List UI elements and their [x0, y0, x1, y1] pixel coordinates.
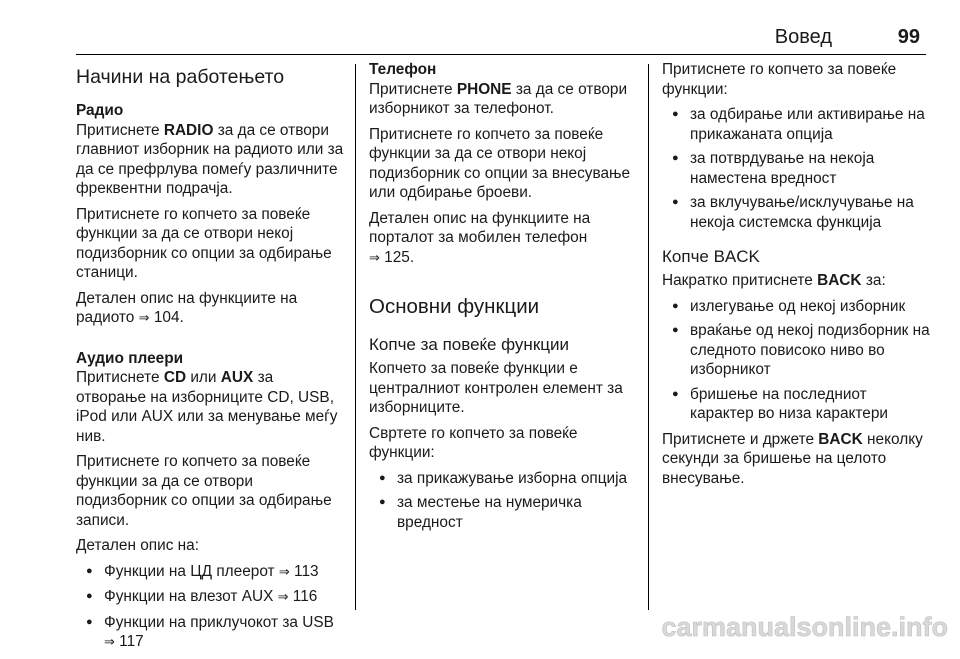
page-reference: 113: [289, 562, 319, 580]
page-number: 99: [897, 26, 920, 48]
column-divider-1: [355, 64, 356, 610]
list-item: ● за прикажување изборна опција: [369, 469, 634, 489]
header-rule: [76, 54, 926, 55]
multifunction-paragraph-2: Свртете го копчето за повеќе функции:: [369, 424, 578, 461]
audio-detail-list: [76, 562, 346, 653]
list-item: ● за вклучување/исклучување на некоја системска функција: [662, 193, 930, 232]
list-item: ● Функции на влезот AUX ⇒ 116: [76, 587, 346, 608]
multifunction-knob-heading: Копче за повеќе функции: [369, 335, 569, 354]
phone-paragraph-1: Притиснете PHONE за да се отвори изборникот за телефонот.: [369, 80, 628, 117]
page-reference: 117: [114, 633, 144, 650]
arrow-right-icon: ⇒: [104, 635, 115, 650]
page-header: [76, 26, 926, 56]
press-knob-list: [662, 105, 930, 232]
list-item: ● Функции на приклучокот за USB ⇒ 117: [76, 613, 346, 653]
page-reference: 125.: [379, 248, 415, 266]
audio-players-title: Аудио плеери: [76, 349, 184, 367]
radio-paragraph-1: Притиснете RADIO за да се отвори главниот изборник на радиото или за да се префрлува помеѓу различните фреквентни подрачја.: [76, 121, 344, 197]
column-3: [662, 60, 930, 494]
arrow-right-icon: ⇒: [138, 311, 150, 326]
phone-title: Телефон: [369, 61, 437, 78]
basic-functions-heading: Основни функции: [369, 295, 540, 318]
watermark-text: carmanualsonline.info: [661, 612, 948, 642]
column-1: [76, 60, 346, 659]
arrow-right-icon: ⇒: [277, 590, 289, 605]
phone-paragraph-2: Притиснете го копчето за повеќе функции за да се отвори некој подизборник со опции за внесување или одбирање броеви.: [369, 125, 631, 201]
phone-paragraph-3: Детален опис на функциите на порталот за мобилен телефон ⇒ 125.: [369, 209, 591, 266]
column-divider-2: [648, 64, 649, 610]
back-press-list: [662, 297, 930, 424]
radio-title: Радио: [76, 102, 124, 119]
list-item: ● Функции на ЦД плеерот ⇒ 113: [76, 562, 346, 583]
list-item: ● враќање од некој подизборник на следното повисоко ниво во изборникот: [662, 321, 930, 380]
header-title: Вовед: [774, 26, 832, 48]
back-paragraph-1: Накратко притиснете BACK за:: [662, 272, 886, 289]
page-reference: 104.: [149, 309, 184, 326]
list-item: ● излегување од некој изборник: [662, 297, 930, 317]
list-item: ● за потврдување на некоја наместена вредност: [662, 149, 930, 188]
list-item: ● бришење на последниот карактер во низа карактери: [662, 385, 930, 424]
back-paragraph-2: Притиснете и држете BACK неколку секунди за бришење на целото внесување.: [662, 430, 923, 487]
page-reference: 116: [288, 588, 318, 605]
column-2: [369, 60, 634, 538]
section-heading: Начини на работењето: [76, 66, 285, 88]
list-item: ● за одбирање или активирање на прикажаната опција: [662, 105, 930, 144]
press-knob-paragraph: Притиснете го копчето за повеќе функции:: [662, 61, 897, 98]
multifunction-paragraph-1: Копчето за повеќе функции е централниот контролен елемент за изборниците.: [369, 360, 623, 416]
list-item: ● за местење на нумеричка вредност: [369, 493, 634, 532]
back-button-heading: Копче BACK: [662, 247, 760, 266]
audio-paragraph-3: Детален опис на:: [76, 537, 200, 554]
arrow-right-icon: ⇒: [278, 564, 290, 580]
arrow-right-icon: ⇒: [369, 250, 380, 266]
turn-knob-list: [369, 469, 634, 533]
radio-paragraph-3: Детален опис на функциите на радиото ⇒ 104.: [76, 289, 298, 326]
audio-paragraph-2: Притиснете го копчето за повеќе функции за да се отвори подизборник со опции за одбирање записи.: [76, 453, 332, 529]
audio-paragraph-1: Притиснете CD или AUX за отворање на изборниците CD, USB, iPod или AUX или за менување меѓу нив.: [76, 369, 338, 445]
radio-paragraph-2: Притиснете го копчето за повеќе функции за да се отвори некој подизборник со опции за одбирање станици.: [76, 205, 332, 281]
